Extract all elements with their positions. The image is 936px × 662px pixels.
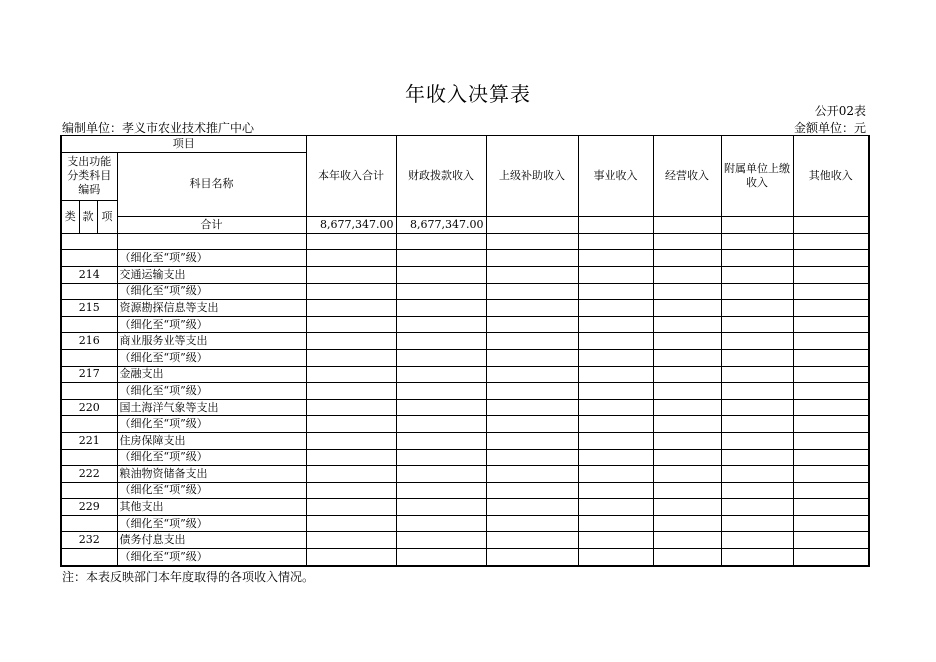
header-section: 款 [79,200,97,233]
row-value-5 [653,549,721,566]
row-value-2 [396,316,486,333]
header-col-7: 其他收入 [793,136,869,217]
row-value-6 [721,416,793,433]
header-class: 类 [61,200,79,233]
row-value-3 [486,399,578,416]
row-value-3 [486,366,578,383]
row-value-7 [793,499,869,516]
row-code [61,349,117,366]
row-value-2 [396,366,486,383]
row-value-2 [396,515,486,532]
header-entry: 项 [97,200,117,233]
row-value-4 [578,515,653,532]
row-value-3 [486,466,578,483]
row-code [61,283,117,300]
row-value-2 [396,499,486,516]
table-row [61,499,869,516]
header-item: 项目 [61,136,306,153]
row-subject-name: 粮油物资储备支出 [117,466,306,483]
row-value-3 [486,233,578,250]
table-row [61,333,869,350]
row-value-4 [578,383,653,400]
row-value-4 [578,549,653,566]
row-value-7 [793,515,869,532]
row-value-6 [721,283,793,300]
row-value-1 [306,250,396,267]
row-value-6 [721,515,793,532]
row-subject-name: （细化至“项”级） [117,482,306,499]
row-code: 217 [61,366,117,383]
row-value-3 [486,349,578,366]
row-value-1 [306,300,396,317]
row-value-5 [653,366,721,383]
row-value-7 [793,266,869,283]
table-row [61,316,869,333]
row-subject-name: 国土海洋气象等支出 [117,399,306,416]
row-value-1 [306,366,396,383]
row-code [61,449,117,466]
row-code [61,383,117,400]
row-code: 232 [61,532,117,549]
row-value-5 [653,300,721,317]
row-value-2 [396,383,486,400]
row-value-6 [721,449,793,466]
row-code [61,549,117,566]
row-value-6 [721,266,793,283]
row-value-7 [793,482,869,499]
header-col-3: 上级补助收入 [486,136,578,217]
row-value-4 [578,266,653,283]
row-subject-name [117,233,306,250]
table-row [61,416,869,433]
row-value-2 [396,549,486,566]
row-value-2 [396,266,486,283]
row-value-7 [793,383,869,400]
row-value-5 [653,515,721,532]
row-value-4 [578,466,653,483]
page-title: 年收入决算表 [405,82,531,106]
row-value-5 [653,416,721,433]
row-value-3 [486,416,578,433]
row-value-2 [396,283,486,300]
row-value-1 [306,549,396,566]
row-code [61,250,117,267]
row-value-4 [578,233,653,250]
row-value-3 [486,383,578,400]
total-value-3 [486,217,578,234]
table-row [61,399,869,416]
row-value-6 [721,549,793,566]
row-subject-name: （细化至“项”级） [117,349,306,366]
row-value-5 [653,432,721,449]
row-value-2 [396,233,486,250]
row-value-3 [486,300,578,317]
row-subject-name: （细化至“项”级） [117,250,306,267]
amount-unit: 金额单位：元 [793,121,866,135]
row-value-1 [306,349,396,366]
row-value-5 [653,316,721,333]
row-value-3 [486,250,578,267]
row-value-3 [486,549,578,566]
row-value-6 [721,383,793,400]
row-value-7 [793,416,869,433]
table-row [61,532,869,549]
row-value-1 [306,532,396,549]
header-code-group: 支出功能分类科目编码 [61,152,117,200]
row-subject-name: （细化至“项”级） [117,283,306,300]
row-value-5 [653,383,721,400]
row-value-5 [653,466,721,483]
row-value-7 [793,349,869,366]
total-value-2: 8,677,347.00 [396,217,486,234]
table-row [61,432,869,449]
row-value-1 [306,515,396,532]
row-value-4 [578,283,653,300]
row-code [61,416,117,433]
row-value-1 [306,432,396,449]
total-value-6 [721,217,793,234]
row-value-5 [653,499,721,516]
row-subject-name: （细化至“项”级） [117,416,306,433]
row-value-1 [306,383,396,400]
table-row [61,300,869,317]
row-value-1 [306,333,396,350]
row-value-4 [578,300,653,317]
header-subject-name: 科目名称 [117,152,306,217]
row-value-6 [721,300,793,317]
row-value-1 [306,283,396,300]
row-value-5 [653,532,721,549]
row-value-6 [721,366,793,383]
row-value-5 [653,266,721,283]
income-report-table [60,135,870,567]
row-value-1 [306,466,396,483]
row-value-4 [578,316,653,333]
row-value-6 [721,466,793,483]
row-code: 220 [61,399,117,416]
row-value-3 [486,499,578,516]
row-value-6 [721,499,793,516]
row-subject-name: 交通运输支出 [117,266,306,283]
row-code [61,482,117,499]
table-row [61,466,869,483]
row-subject-name: 住房保障支出 [117,432,306,449]
row-value-3 [486,283,578,300]
row-code: 222 [61,466,117,483]
row-value-7 [793,466,869,483]
row-value-6 [721,349,793,366]
row-value-2 [396,416,486,433]
row-value-2 [396,399,486,416]
row-value-5 [653,399,721,416]
row-value-6 [721,432,793,449]
table-row [61,515,869,532]
row-value-3 [486,515,578,532]
row-value-4 [578,532,653,549]
row-value-3 [486,333,578,350]
table-row [61,233,869,250]
total-value-5 [653,217,721,234]
row-code: 221 [61,432,117,449]
row-value-4 [578,449,653,466]
row-value-4 [578,333,653,350]
table-row [61,266,869,283]
row-value-1 [306,233,396,250]
row-value-7 [793,399,869,416]
total-label: 合计 [117,217,306,234]
row-value-1 [306,449,396,466]
row-subject-name: 资源勘探信息等支出 [117,300,306,317]
row-value-5 [653,250,721,267]
table-row [61,349,869,366]
row-value-2 [396,349,486,366]
row-value-4 [578,499,653,516]
row-value-4 [578,399,653,416]
row-code [61,316,117,333]
row-value-3 [486,482,578,499]
row-subject-name: （细化至“项”级） [117,515,306,532]
row-value-7 [793,316,869,333]
row-value-6 [721,316,793,333]
table-row [61,283,869,300]
row-code: 215 [61,300,117,317]
form-number: 公开02表 [814,104,866,118]
row-value-6 [721,399,793,416]
row-code [61,515,117,532]
table-row [61,383,869,400]
row-value-1 [306,482,396,499]
row-value-2 [396,300,486,317]
row-subject-name: 金融支出 [117,366,306,383]
table-row [61,250,869,267]
row-value-2 [396,532,486,549]
row-value-1 [306,266,396,283]
row-value-1 [306,316,396,333]
header-col-4: 事业收入 [578,136,653,217]
row-value-7 [793,432,869,449]
row-value-7 [793,449,869,466]
table-row [61,366,869,383]
row-value-5 [653,283,721,300]
footnote: 注：本表反映部门本年度取得的各项收入情况。 [62,570,315,584]
row-value-6 [721,233,793,250]
header-col-2: 财政拨款收入 [396,136,486,217]
row-value-7 [793,532,869,549]
row-value-7 [793,300,869,317]
row-value-2 [396,250,486,267]
row-value-5 [653,233,721,250]
row-subject-name: 其他支出 [117,499,306,516]
row-value-4 [578,482,653,499]
row-value-5 [653,449,721,466]
row-value-2 [396,432,486,449]
row-value-4 [578,432,653,449]
total-value-7 [793,217,869,234]
row-subject-name: （细化至“项”级） [117,383,306,400]
row-value-1 [306,499,396,516]
row-value-6 [721,482,793,499]
row-value-2 [396,333,486,350]
row-value-4 [578,366,653,383]
row-value-2 [396,449,486,466]
table-row [61,549,869,566]
header-col-6: 附属单位上缴收入 [721,136,793,217]
row-value-4 [578,349,653,366]
row-code: 216 [61,333,117,350]
row-value-3 [486,316,578,333]
row-subject-name: （细化至“项”级） [117,449,306,466]
row-value-5 [653,482,721,499]
row-value-5 [653,333,721,350]
row-value-7 [793,250,869,267]
row-code: 229 [61,499,117,516]
row-subject-name: 商业服务业等支出 [117,333,306,350]
header-col-1: 本年收入合计 [306,136,396,217]
row-subject-name: 债务付息支出 [117,532,306,549]
table-row [61,482,869,499]
table-row [61,449,869,466]
row-value-6 [721,250,793,267]
compiling-unit: 编制单位：孝义市农业技术推广中心 [62,121,255,135]
row-value-6 [721,532,793,549]
row-value-7 [793,283,869,300]
row-value-1 [306,416,396,433]
row-code [61,233,117,250]
row-subject-name: （细化至“项”级） [117,549,306,566]
header-col-5: 经营收入 [653,136,721,217]
row-value-1 [306,399,396,416]
row-value-5 [653,349,721,366]
row-value-2 [396,466,486,483]
row-value-3 [486,266,578,283]
row-value-3 [486,449,578,466]
row-value-3 [486,532,578,549]
row-value-3 [486,432,578,449]
row-value-6 [721,333,793,350]
row-value-7 [793,366,869,383]
row-value-7 [793,333,869,350]
total-value-4 [578,217,653,234]
row-value-7 [793,233,869,250]
total-value-1: 8,677,347.00 [306,217,396,234]
row-value-4 [578,250,653,267]
row-subject-name: （细化至“项”级） [117,316,306,333]
row-value-4 [578,416,653,433]
row-code: 214 [61,266,117,283]
row-value-7 [793,549,869,566]
row-value-2 [396,482,486,499]
